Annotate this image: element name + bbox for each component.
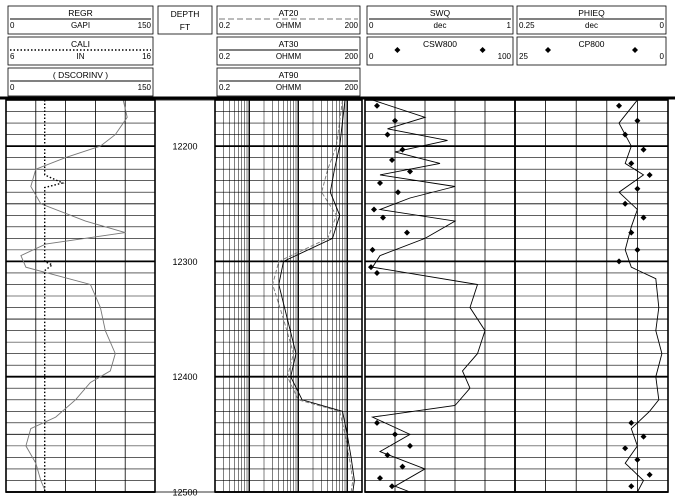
data-point-csw800 [389, 483, 395, 489]
curve-scale-max: 0 [659, 21, 664, 30]
data-point-csw800 [371, 207, 377, 213]
curve-mnemonic: AT90 [278, 70, 299, 80]
data-point-cp800 [634, 247, 640, 253]
depth-track-header [158, 6, 212, 34]
curve-unit: OHMM [275, 83, 302, 92]
curve-scale-min: 0 [10, 21, 15, 30]
curve-unit: GAPI [70, 21, 91, 30]
data-point-cp800 [616, 103, 622, 109]
curve-scale-min: 25 [519, 52, 528, 61]
curve-scale-max: 100 [497, 52, 511, 61]
curve-mnemonic: SWQ [429, 8, 451, 18]
curve-unit: dec [585, 21, 598, 30]
data-point-csw800 [374, 270, 380, 276]
depth-track-frame [155, 100, 215, 492]
data-point-csw800 [392, 431, 398, 437]
curve-header-phieq [517, 6, 666, 34]
data-point-cp800 [634, 186, 640, 192]
data-point-csw800 [404, 230, 410, 236]
curve-header-regr [8, 6, 153, 34]
porosity-track-header [517, 6, 666, 65]
curve-header-dscorinv [8, 68, 153, 96]
curve-scale-min: 0 [10, 83, 15, 92]
curve-scale-max: 150 [137, 83, 151, 92]
curve-scale-max: 1 [506, 21, 511, 30]
curve-scale-max: 16 [142, 52, 151, 61]
saturation-track-header [367, 6, 513, 65]
curve-scale-max: 200 [344, 21, 358, 30]
curve-scale-min: 0.2 [219, 21, 231, 30]
depth-tick-label: 12200 [172, 141, 198, 152]
curve-mnemonic: CALI [71, 39, 90, 49]
data-point-cp800 [622, 201, 628, 207]
curve-unit: IN [76, 52, 85, 61]
data-point-cp800 [628, 420, 634, 426]
resistivity-track-header [217, 6, 360, 96]
data-point-csw800 [374, 420, 380, 426]
data-point-csw800 [400, 147, 406, 153]
curve-scale-min: 0.2 [219, 83, 231, 92]
curve-mnemonic: CSW800 [422, 39, 458, 49]
data-point-cp800 [622, 132, 628, 138]
data-point-csw800 [407, 443, 413, 449]
curve-header-at90 [217, 68, 360, 96]
log-headers [0, 6, 675, 98]
curve-header-cali [8, 37, 153, 65]
log-plot-area [6, 100, 668, 498]
curve-scale-max: 200 [344, 52, 358, 61]
curve-header-csw800 [367, 37, 513, 65]
curve-mnemonic: REGR [68, 8, 93, 18]
curve-unit: OHMM [275, 52, 302, 61]
depth-unit: FT [179, 22, 191, 32]
curve-scale-min: 0.25 [519, 21, 535, 30]
data-point-csw800 [374, 103, 380, 109]
curve-header-swq [367, 6, 513, 34]
depth-tick-label: 12400 [172, 372, 198, 383]
curve-mnemonic: ( DSCORINV ) [52, 70, 109, 80]
data-point-cp800 [647, 472, 653, 478]
data-point-csw800 [385, 132, 391, 138]
curve-header-cp800 [517, 37, 666, 65]
curve-scale-max: 150 [137, 21, 151, 30]
curve-scale-min: 0 [369, 21, 374, 30]
curve-mnemonic: AT30 [278, 39, 299, 49]
curve-mnemonic: CP800 [578, 39, 605, 49]
depth-mnemonic: DEPTH [170, 9, 200, 19]
curve-mnemonic: AT20 [278, 8, 299, 18]
gamma-ray-track-header [8, 6, 153, 96]
data-point-cp800 [647, 172, 653, 178]
curve-mnemonic: PHIEQ [578, 8, 605, 18]
curve-header-at30 [217, 37, 360, 65]
data-point-cp800 [628, 483, 634, 489]
data-point-csw800 [395, 189, 401, 195]
data-point-csw800 [368, 264, 374, 270]
curve-scale-max: 0 [659, 52, 664, 61]
curve-scale-max: 200 [344, 83, 358, 92]
data-point-csw800 [370, 247, 376, 253]
curve-unit: OHMM [275, 21, 302, 30]
data-point-cp800 [641, 147, 647, 153]
curve-unit: dec [433, 21, 447, 30]
curve-scale-min: 0.2 [219, 52, 231, 61]
curve-header-at20 [217, 6, 360, 34]
curve-scale-min: 0 [369, 52, 374, 61]
data-point-cp800 [616, 258, 622, 264]
depth-tick-label: 12300 [172, 256, 198, 267]
curve-scale-min: 6 [10, 52, 15, 61]
depth-tick-label: 12500 [172, 487, 198, 498]
